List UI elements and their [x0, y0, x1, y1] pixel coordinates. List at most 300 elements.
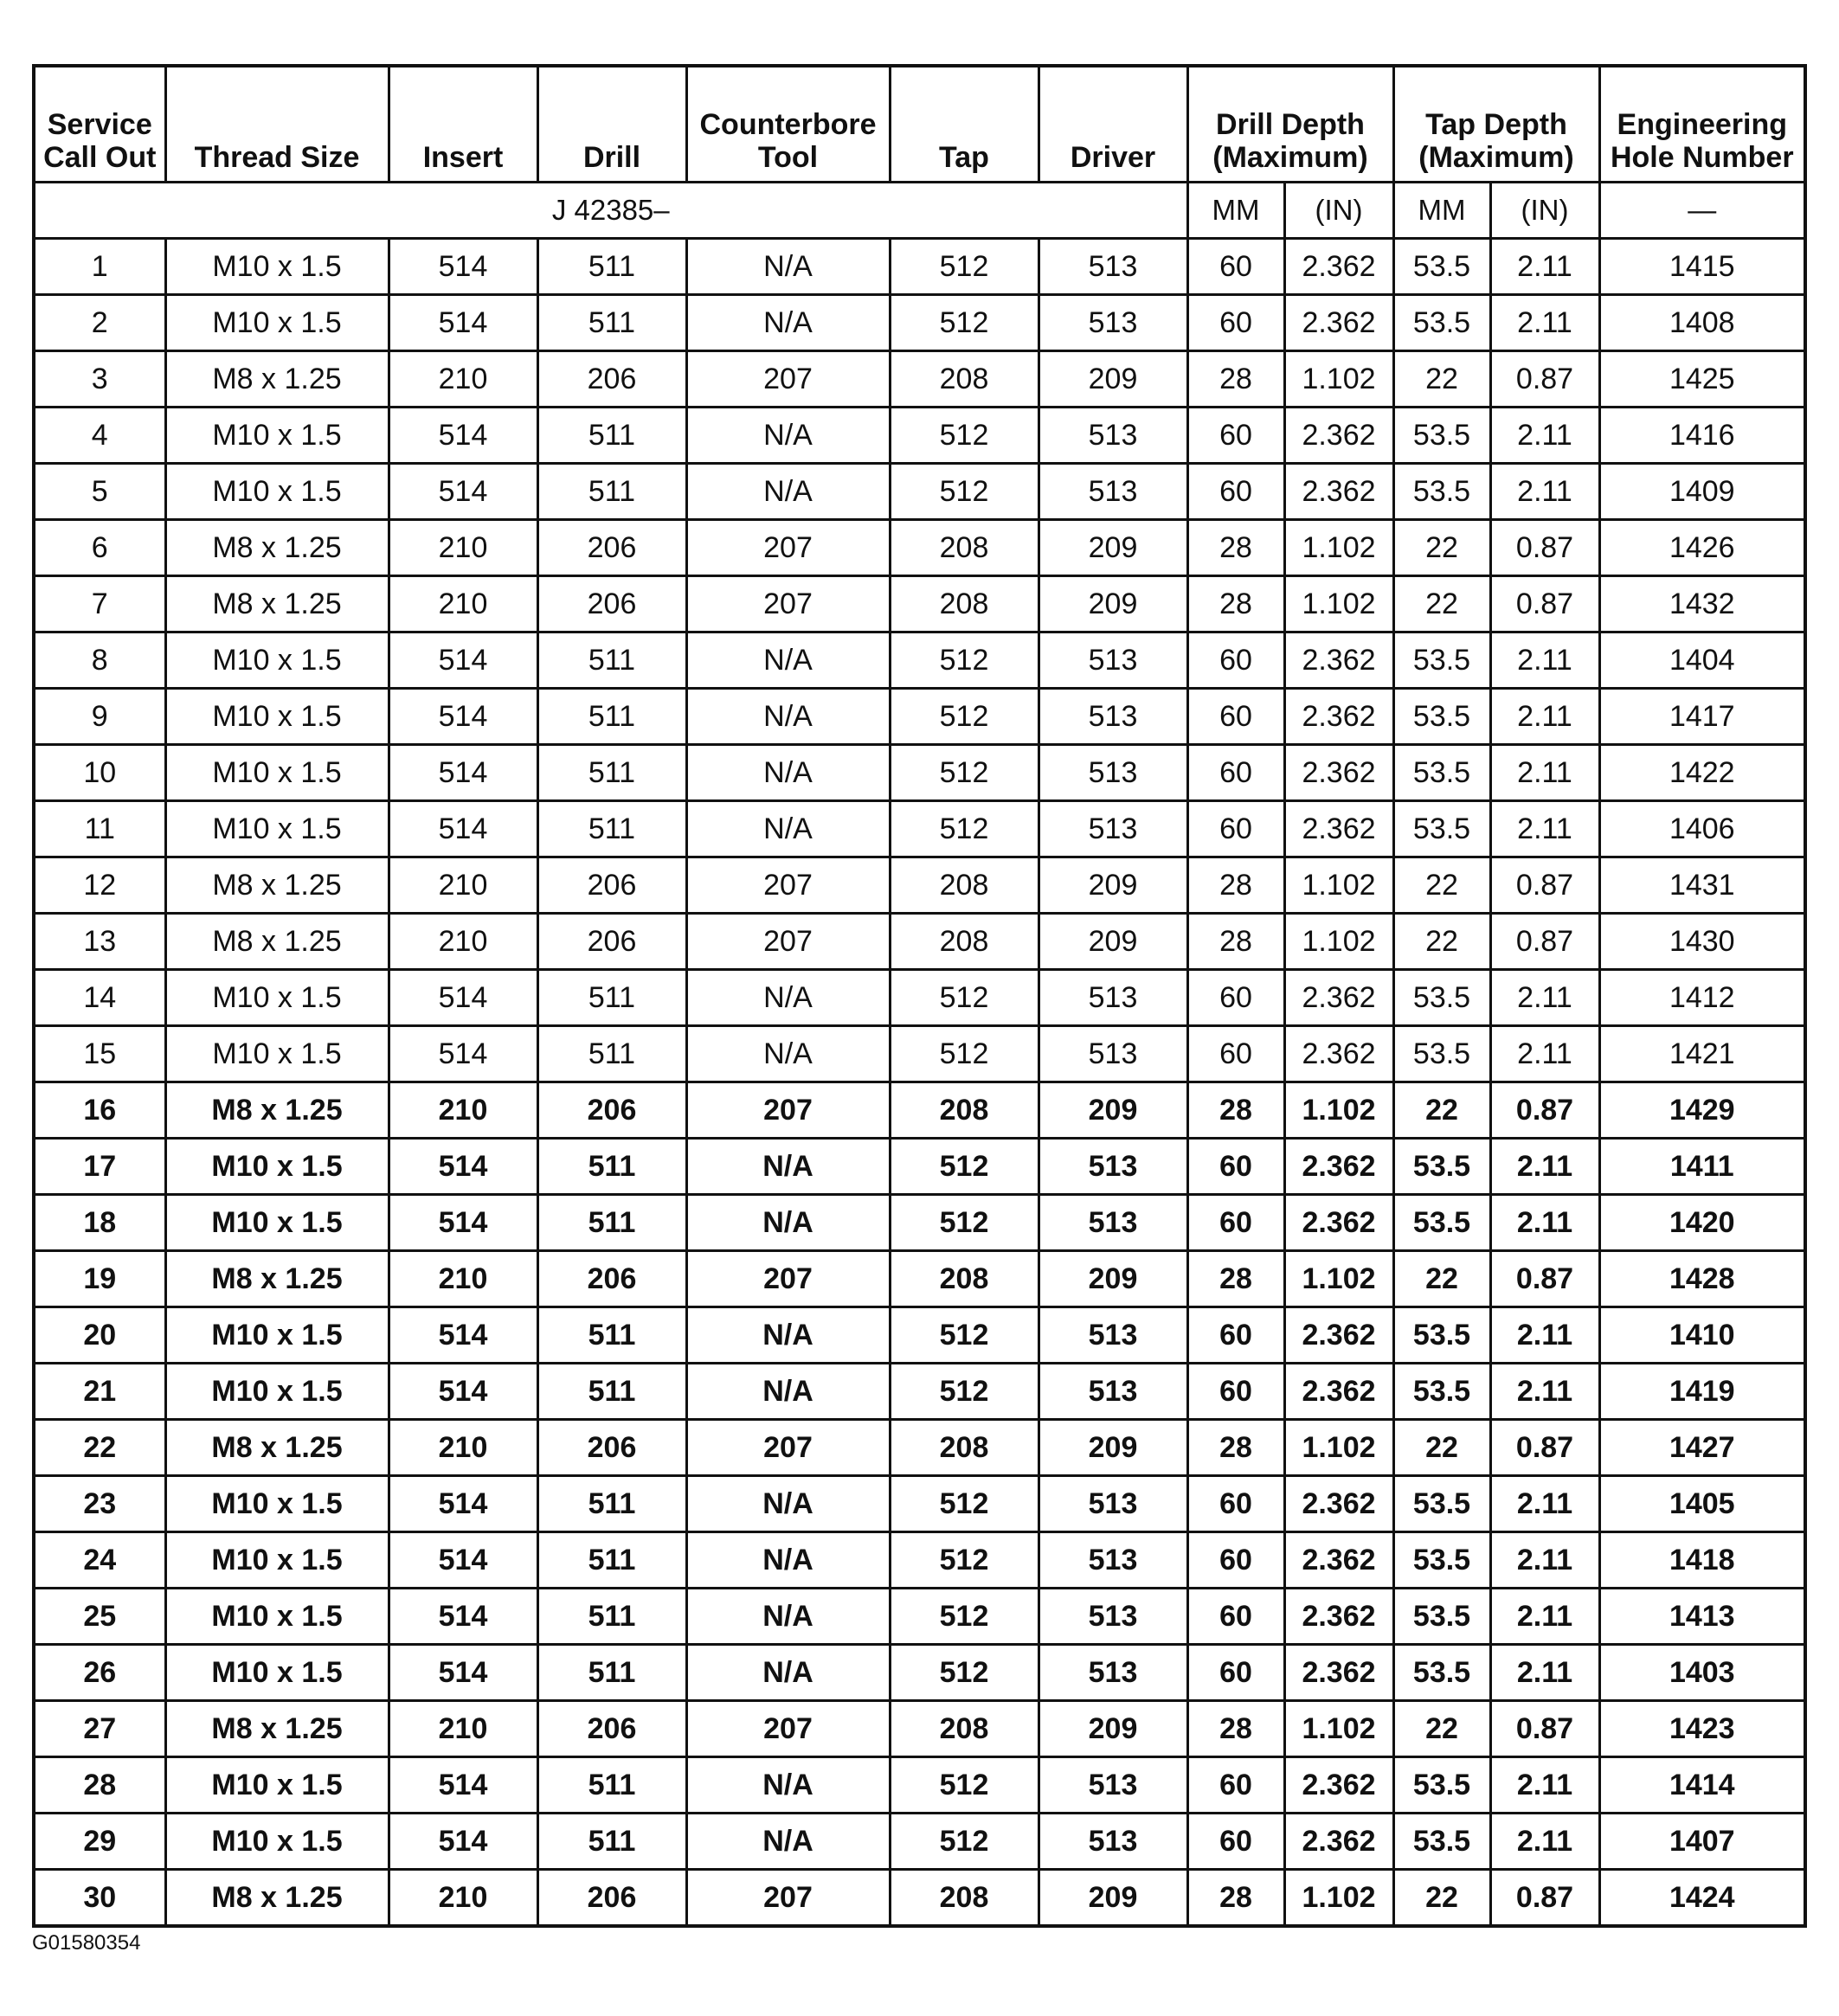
- cell-counterbore-tool: 207: [686, 520, 890, 576]
- cell-thread-size: M8 x 1.25: [165, 520, 389, 576]
- cell-tap: 512: [890, 408, 1038, 464]
- cell-driver: 513: [1038, 1814, 1187, 1870]
- cell-drill: 511: [537, 689, 686, 745]
- cell-engineering-hole-number: 1415: [1599, 239, 1805, 295]
- cell-thread-size: M8 x 1.25: [165, 1420, 389, 1476]
- cell-counterbore-tool: N/A: [686, 1757, 890, 1814]
- cell-tap: 512: [890, 1757, 1038, 1814]
- table-row: [34, 295, 1805, 351]
- cell-tap: 512: [890, 464, 1038, 520]
- cell-drill: 511: [537, 239, 686, 295]
- cell-driver: 209: [1038, 351, 1187, 408]
- cell-insert: 514: [389, 801, 537, 857]
- cell-service-call-out: 28: [34, 1757, 165, 1814]
- cell-tap-depth-in: 0.87: [1490, 1870, 1599, 1927]
- cell-thread-size: M10 x 1.5: [165, 239, 389, 295]
- table-row: [34, 689, 1805, 745]
- cell-tap: 512: [890, 1195, 1038, 1251]
- table-row: [34, 1026, 1805, 1082]
- table-row: [34, 1420, 1805, 1476]
- cell-drill: 206: [537, 1420, 686, 1476]
- cell-tap: 512: [890, 1364, 1038, 1420]
- cell-insert: 514: [389, 1814, 537, 1870]
- cell-driver: 513: [1038, 408, 1187, 464]
- cell-drill-depth-mm: 28: [1187, 1420, 1284, 1476]
- cell-drill-depth-mm: 60: [1187, 1307, 1284, 1364]
- cell-drill: 511: [537, 1757, 686, 1814]
- cell-counterbore-tool: N/A: [686, 239, 890, 295]
- cell-tap: 512: [890, 1139, 1038, 1195]
- table-row: [34, 576, 1805, 632]
- cell-driver: 513: [1038, 689, 1187, 745]
- cell-tap: 208: [890, 1870, 1038, 1927]
- cell-drill-depth-mm: 60: [1187, 632, 1284, 689]
- cell-thread-size: M10 x 1.5: [165, 745, 389, 801]
- cell-drill-depth-in: 1.102: [1284, 576, 1393, 632]
- cell-service-call-out: 4: [34, 408, 165, 464]
- cell-drill-depth-in: 1.102: [1284, 857, 1393, 914]
- cell-service-call-out: 30: [34, 1870, 165, 1927]
- cell-drill: 206: [537, 914, 686, 970]
- cell-insert: 210: [389, 857, 537, 914]
- cell-drill-depth-in: 1.102: [1284, 1251, 1393, 1307]
- cell-engineering-hole-number: 1424: [1599, 1870, 1805, 1927]
- cell-tap-depth-mm: 53.5: [1393, 632, 1490, 689]
- table-row: [34, 1870, 1805, 1927]
- table-row: [34, 520, 1805, 576]
- cell-tap-depth-mm: 53.5: [1393, 745, 1490, 801]
- cell-counterbore-tool: 207: [686, 1082, 890, 1139]
- cell-tap-depth-in: 2.11: [1490, 1139, 1599, 1195]
- cell-service-call-out: 10: [34, 745, 165, 801]
- cell-service-call-out: 11: [34, 801, 165, 857]
- cell-tap-depth-in: 2.11: [1490, 1364, 1599, 1420]
- cell-thread-size: M10 x 1.5: [165, 632, 389, 689]
- col-service-call-out: Service Call Out: [34, 66, 165, 183]
- cell-insert: 514: [389, 464, 537, 520]
- cell-driver: 513: [1038, 1307, 1187, 1364]
- cell-tap-depth-mm: 22: [1393, 351, 1490, 408]
- cell-tap-depth-in: 2.11: [1490, 408, 1599, 464]
- cell-tap-depth-mm: 22: [1393, 914, 1490, 970]
- cell-counterbore-tool: 207: [686, 1420, 890, 1476]
- cell-thread-size: M10 x 1.5: [165, 1026, 389, 1082]
- tap-depth-mm-unit: MM: [1393, 183, 1490, 239]
- cell-drill-depth-in: 2.362: [1284, 745, 1393, 801]
- cell-insert: 514: [389, 239, 537, 295]
- cell-tap-depth-in: 0.87: [1490, 351, 1599, 408]
- cell-insert: 514: [389, 1195, 537, 1251]
- cell-drill: 511: [537, 1645, 686, 1701]
- cell-service-call-out: 26: [34, 1645, 165, 1701]
- cell-tap-depth-mm: 53.5: [1393, 1814, 1490, 1870]
- cell-drill-depth-mm: 60: [1187, 970, 1284, 1026]
- cell-drill-depth-mm: 28: [1187, 351, 1284, 408]
- cell-tap: 208: [890, 576, 1038, 632]
- cell-thread-size: M8 x 1.25: [165, 1251, 389, 1307]
- cell-drill-depth-mm: 60: [1187, 1532, 1284, 1589]
- cell-counterbore-tool: 207: [686, 1870, 890, 1927]
- cell-drill-depth-in: 1.102: [1284, 914, 1393, 970]
- cell-drill: 511: [537, 1307, 686, 1364]
- cell-service-call-out: 22: [34, 1420, 165, 1476]
- cell-insert: 210: [389, 914, 537, 970]
- cell-counterbore-tool: N/A: [686, 1307, 890, 1364]
- cell-insert: 514: [389, 1645, 537, 1701]
- cell-tap-depth-mm: 22: [1393, 520, 1490, 576]
- cell-tap: 512: [890, 970, 1038, 1026]
- cell-tap-depth-mm: 53.5: [1393, 1589, 1490, 1645]
- cell-drill: 511: [537, 1364, 686, 1420]
- cell-service-call-out: 1: [34, 239, 165, 295]
- cell-tap-depth-in: 0.87: [1490, 1701, 1599, 1757]
- cell-counterbore-tool: 207: [686, 576, 890, 632]
- cell-drill-depth-in: 2.362: [1284, 689, 1393, 745]
- cell-thread-size: M10 x 1.5: [165, 1757, 389, 1814]
- col-driver: Driver: [1038, 66, 1187, 183]
- cell-counterbore-tool: N/A: [686, 970, 890, 1026]
- cell-driver: 513: [1038, 970, 1187, 1026]
- cell-insert: 210: [389, 576, 537, 632]
- table-row: [34, 857, 1805, 914]
- cell-drill-depth-in: 2.362: [1284, 632, 1393, 689]
- cell-driver: 513: [1038, 295, 1187, 351]
- table-row: [34, 464, 1805, 520]
- cell-drill: 511: [537, 464, 686, 520]
- table-row: [34, 970, 1805, 1026]
- cell-drill-depth-mm: 60: [1187, 239, 1284, 295]
- cell-drill-depth-mm: 60: [1187, 1476, 1284, 1532]
- col-insert: Insert: [389, 66, 537, 183]
- cell-counterbore-tool: 207: [686, 351, 890, 408]
- cell-drill-depth-mm: 60: [1187, 1645, 1284, 1701]
- cell-tap-depth-in: 0.87: [1490, 1251, 1599, 1307]
- cell-drill-depth-mm: 60: [1187, 295, 1284, 351]
- cell-tap-depth-mm: 53.5: [1393, 1476, 1490, 1532]
- cell-service-call-out: 12: [34, 857, 165, 914]
- col-drill: Drill: [537, 66, 686, 183]
- cell-tap-depth-in: 2.11: [1490, 689, 1599, 745]
- cell-drill: 511: [537, 1195, 686, 1251]
- cell-engineering-hole-number: 1423: [1599, 1701, 1805, 1757]
- cell-counterbore-tool: 207: [686, 914, 890, 970]
- cell-service-call-out: 18: [34, 1195, 165, 1251]
- cell-tap: 512: [890, 1307, 1038, 1364]
- drill-depth-mm-unit: MM: [1187, 183, 1284, 239]
- cell-tap-depth-in: 0.87: [1490, 1420, 1599, 1476]
- cell-drill-depth-mm: 60: [1187, 689, 1284, 745]
- cell-drill-depth-in: 1.102: [1284, 1082, 1393, 1139]
- cell-service-call-out: 13: [34, 914, 165, 970]
- cell-drill-depth-mm: 60: [1187, 745, 1284, 801]
- table-row: [34, 1195, 1805, 1251]
- cell-engineering-hole-number: 1422: [1599, 745, 1805, 801]
- table-row: [34, 351, 1805, 408]
- cell-service-call-out: 17: [34, 1139, 165, 1195]
- cell-drill-depth-in: 2.362: [1284, 295, 1393, 351]
- cell-tap-depth-mm: 22: [1393, 1870, 1490, 1927]
- cell-thread-size: M10 x 1.5: [165, 295, 389, 351]
- cell-drill-depth-in: 1.102: [1284, 351, 1393, 408]
- cell-drill-depth-mm: 60: [1187, 801, 1284, 857]
- cell-thread-size: M10 x 1.5: [165, 1814, 389, 1870]
- cell-drill-depth-in: 2.362: [1284, 1139, 1393, 1195]
- col-tap: Tap: [890, 66, 1038, 183]
- cell-driver: 513: [1038, 1026, 1187, 1082]
- cell-insert: 514: [389, 1476, 537, 1532]
- cell-drill-depth-mm: 60: [1187, 1195, 1284, 1251]
- cell-tap-depth-mm: 53.5: [1393, 1645, 1490, 1701]
- cell-drill-depth-mm: 28: [1187, 576, 1284, 632]
- cell-tap: 208: [890, 1420, 1038, 1476]
- cell-drill-depth-mm: 60: [1187, 1364, 1284, 1420]
- cell-counterbore-tool: 207: [686, 1701, 890, 1757]
- cell-tap-depth-in: 2.11: [1490, 1532, 1599, 1589]
- cell-tap: 512: [890, 295, 1038, 351]
- cell-counterbore-tool: N/A: [686, 632, 890, 689]
- cell-tap-depth-mm: 53.5: [1393, 1757, 1490, 1814]
- cell-service-call-out: 2: [34, 295, 165, 351]
- cell-service-call-out: 9: [34, 689, 165, 745]
- cell-service-call-out: 27: [34, 1701, 165, 1757]
- cell-tap: 512: [890, 1589, 1038, 1645]
- cell-engineering-hole-number: 1408: [1599, 295, 1805, 351]
- cell-insert: 514: [389, 295, 537, 351]
- cell-tap-depth-mm: 53.5: [1393, 1532, 1490, 1589]
- cell-drill-depth-in: 1.102: [1284, 1420, 1393, 1476]
- cell-tap-depth-in: 2.11: [1490, 1589, 1599, 1645]
- cell-tap-depth-in: 2.11: [1490, 1476, 1599, 1532]
- cell-drill-depth-mm: 28: [1187, 1870, 1284, 1927]
- cell-engineering-hole-number: 1430: [1599, 914, 1805, 970]
- cell-tap-depth-mm: 53.5: [1393, 970, 1490, 1026]
- cell-drill-depth-in: 2.362: [1284, 239, 1393, 295]
- cell-driver: 209: [1038, 914, 1187, 970]
- cell-driver: 513: [1038, 1757, 1187, 1814]
- cell-tap-depth-in: 0.87: [1490, 914, 1599, 970]
- figure-id: G01580354: [32, 1931, 141, 1955]
- cell-engineering-hole-number: 1410: [1599, 1307, 1805, 1364]
- cell-driver: 513: [1038, 1645, 1187, 1701]
- cell-engineering-hole-number: 1421: [1599, 1026, 1805, 1082]
- cell-tap: 208: [890, 351, 1038, 408]
- cell-thread-size: M8 x 1.25: [165, 1870, 389, 1927]
- cell-insert: 514: [389, 745, 537, 801]
- cell-tap-depth-in: 0.87: [1490, 857, 1599, 914]
- cell-counterbore-tool: N/A: [686, 1195, 890, 1251]
- cell-service-call-out: 29: [34, 1814, 165, 1870]
- cell-thread-size: M8 x 1.25: [165, 1701, 389, 1757]
- cell-tap-depth-in: 2.11: [1490, 1645, 1599, 1701]
- col-thread-size: Thread Size: [165, 66, 389, 183]
- cell-tap-depth-mm: 53.5: [1393, 1307, 1490, 1364]
- cell-drill: 511: [537, 745, 686, 801]
- cell-insert: 514: [389, 1364, 537, 1420]
- cell-engineering-hole-number: 1407: [1599, 1814, 1805, 1870]
- cell-engineering-hole-number: 1403: [1599, 1645, 1805, 1701]
- cell-driver: 513: [1038, 1364, 1187, 1420]
- tool-prefix: J 42385–: [34, 183, 1187, 239]
- cell-engineering-hole-number: 1428: [1599, 1251, 1805, 1307]
- cell-tap: 512: [890, 1814, 1038, 1870]
- header-row: [34, 66, 1805, 183]
- cell-tap-depth-mm: 53.5: [1393, 239, 1490, 295]
- cell-insert: 514: [389, 1307, 537, 1364]
- cell-thread-size: M8 x 1.25: [165, 1082, 389, 1139]
- cell-drill-depth-mm: 60: [1187, 1589, 1284, 1645]
- cell-drill-depth-in: 2.362: [1284, 1364, 1393, 1420]
- table-row: [34, 1757, 1805, 1814]
- cell-driver: 513: [1038, 239, 1187, 295]
- cell-drill-depth-in: 2.362: [1284, 464, 1393, 520]
- cell-engineering-hole-number: 1406: [1599, 801, 1805, 857]
- cell-thread-size: M10 x 1.5: [165, 1532, 389, 1589]
- cell-thread-size: M10 x 1.5: [165, 1589, 389, 1645]
- cell-service-call-out: 6: [34, 520, 165, 576]
- cell-tap: 512: [890, 1532, 1038, 1589]
- subheader-row: [34, 183, 1805, 239]
- cell-tap-depth-mm: 53.5: [1393, 801, 1490, 857]
- cell-tap-depth-mm: 53.5: [1393, 1364, 1490, 1420]
- cell-driver: 513: [1038, 801, 1187, 857]
- cell-service-call-out: 24: [34, 1532, 165, 1589]
- cell-service-call-out: 7: [34, 576, 165, 632]
- col-engineering-hole-number: Engineering Hole Number: [1599, 66, 1805, 183]
- table-row: [34, 1476, 1805, 1532]
- table-row: [34, 745, 1805, 801]
- cell-tap: 512: [890, 1026, 1038, 1082]
- cell-insert: 514: [389, 1757, 537, 1814]
- cell-tap-depth-in: 2.11: [1490, 464, 1599, 520]
- cell-tap-depth-mm: 22: [1393, 576, 1490, 632]
- cell-counterbore-tool: N/A: [686, 1814, 890, 1870]
- cell-drill: 511: [537, 1139, 686, 1195]
- cell-tap-depth-mm: 22: [1393, 1701, 1490, 1757]
- cell-engineering-hole-number: 1413: [1599, 1589, 1805, 1645]
- cell-insert: 514: [389, 1139, 537, 1195]
- cell-drill-depth-in: 2.362: [1284, 1814, 1393, 1870]
- cell-tap-depth-mm: 53.5: [1393, 689, 1490, 745]
- cell-drill: 511: [537, 801, 686, 857]
- cell-driver: 513: [1038, 464, 1187, 520]
- cell-service-call-out: 3: [34, 351, 165, 408]
- cell-thread-size: M10 x 1.5: [165, 1476, 389, 1532]
- cell-drill: 206: [537, 576, 686, 632]
- cell-counterbore-tool: 207: [686, 1251, 890, 1307]
- cell-driver: 209: [1038, 1701, 1187, 1757]
- cell-tap: 512: [890, 632, 1038, 689]
- cell-tap-depth-mm: 22: [1393, 1251, 1490, 1307]
- cell-drill-depth-mm: 60: [1187, 408, 1284, 464]
- cell-tap: 512: [890, 689, 1038, 745]
- cell-tap-depth-mm: 53.5: [1393, 408, 1490, 464]
- cell-tap-depth-in: 2.11: [1490, 1195, 1599, 1251]
- cell-drill-depth-mm: 60: [1187, 1757, 1284, 1814]
- table-row: [34, 801, 1805, 857]
- cell-engineering-hole-number: 1427: [1599, 1420, 1805, 1476]
- cell-drill: 206: [537, 1870, 686, 1927]
- cell-service-call-out: 16: [34, 1082, 165, 1139]
- cell-drill: 206: [537, 520, 686, 576]
- cell-tap: 512: [890, 1476, 1038, 1532]
- cell-counterbore-tool: N/A: [686, 1139, 890, 1195]
- cell-tap-depth-in: 2.11: [1490, 295, 1599, 351]
- cell-engineering-hole-number: 1414: [1599, 1757, 1805, 1814]
- cell-driver: 209: [1038, 1870, 1187, 1927]
- cell-tap: 512: [890, 239, 1038, 295]
- cell-engineering-hole-number: 1420: [1599, 1195, 1805, 1251]
- cell-drill-depth-mm: 60: [1187, 1026, 1284, 1082]
- table-row: [34, 1364, 1805, 1420]
- cell-engineering-hole-number: 1426: [1599, 520, 1805, 576]
- cell-drill-depth-in: 2.362: [1284, 1757, 1393, 1814]
- cell-drill-depth-mm: 28: [1187, 1082, 1284, 1139]
- cell-drill-depth-in: 2.362: [1284, 1589, 1393, 1645]
- table-row: [34, 408, 1805, 464]
- cell-counterbore-tool: N/A: [686, 689, 890, 745]
- cell-counterbore-tool: N/A: [686, 295, 890, 351]
- cell-tap-depth-mm: 53.5: [1393, 464, 1490, 520]
- cell-thread-size: M10 x 1.5: [165, 970, 389, 1026]
- cell-counterbore-tool: N/A: [686, 1589, 890, 1645]
- cell-drill: 511: [537, 408, 686, 464]
- cell-thread-size: M8 x 1.25: [165, 914, 389, 970]
- cell-insert: 210: [389, 1420, 537, 1476]
- cell-insert: 514: [389, 1026, 537, 1082]
- cell-thread-size: M8 x 1.25: [165, 351, 389, 408]
- cell-drill: 511: [537, 1476, 686, 1532]
- cell-tap-depth-in: 2.11: [1490, 239, 1599, 295]
- cell-insert: 210: [389, 520, 537, 576]
- cell-driver: 209: [1038, 576, 1187, 632]
- cell-thread-size: M8 x 1.25: [165, 857, 389, 914]
- cell-service-call-out: 19: [34, 1251, 165, 1307]
- table-row: [34, 1139, 1805, 1195]
- cell-engineering-hole-number: 1418: [1599, 1532, 1805, 1589]
- cell-tap-depth-mm: 53.5: [1393, 1195, 1490, 1251]
- cell-insert: 210: [389, 351, 537, 408]
- table-row: [34, 1814, 1805, 1870]
- cell-driver: 513: [1038, 1139, 1187, 1195]
- cell-counterbore-tool: N/A: [686, 464, 890, 520]
- col-drill-depth: Drill Depth (Maximum): [1187, 66, 1393, 183]
- cell-tap-depth-in: 0.87: [1490, 576, 1599, 632]
- cell-drill: 206: [537, 857, 686, 914]
- cell-counterbore-tool: N/A: [686, 1532, 890, 1589]
- col-tap-depth: Tap Depth (Maximum): [1393, 66, 1599, 183]
- cell-tap-depth-in: 2.11: [1490, 970, 1599, 1026]
- cell-tap: 208: [890, 520, 1038, 576]
- cell-driver: 513: [1038, 1476, 1187, 1532]
- cell-drill-depth-in: 2.362: [1284, 1195, 1393, 1251]
- cell-tap: 208: [890, 1082, 1038, 1139]
- cell-thread-size: M10 x 1.5: [165, 801, 389, 857]
- tap-depth-in-unit: (IN): [1490, 183, 1599, 239]
- table-row: [34, 1532, 1805, 1589]
- cell-insert: 514: [389, 1589, 537, 1645]
- cell-tap: 208: [890, 914, 1038, 970]
- cell-engineering-hole-number: 1404: [1599, 632, 1805, 689]
- cell-tap-depth-in: 2.11: [1490, 632, 1599, 689]
- table-row: [34, 1645, 1805, 1701]
- cell-drill: 511: [537, 1589, 686, 1645]
- cell-tap-depth-in: 2.11: [1490, 801, 1599, 857]
- cell-drill-depth-in: 2.362: [1284, 1532, 1393, 1589]
- cell-thread-size: M10 x 1.5: [165, 1307, 389, 1364]
- cell-thread-size: M10 x 1.5: [165, 408, 389, 464]
- cell-insert: 514: [389, 689, 537, 745]
- cell-service-call-out: 5: [34, 464, 165, 520]
